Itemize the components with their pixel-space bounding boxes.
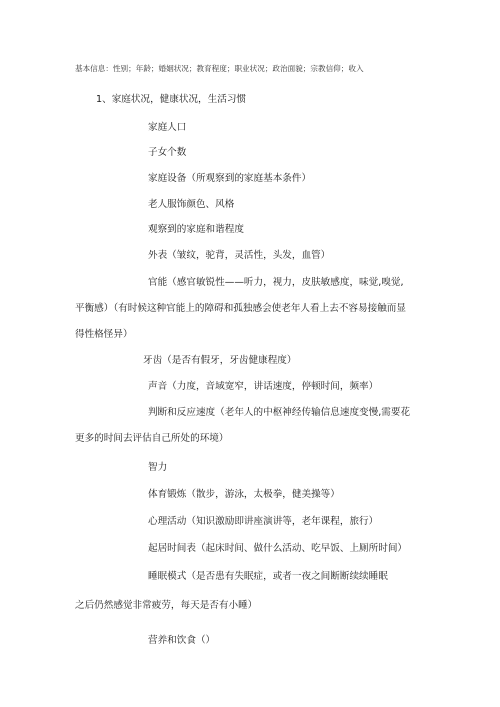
item-reaction-line-1: 判断和反应速度（老年人的中枢神经传输信息速度变慢,需要花 (148, 407, 411, 418)
item-exercise: 体育锻炼（散步，游泳，太极拳，健美操等） (148, 489, 340, 500)
section-heading: 1、家庭状况，健康状况，生活习惯 (96, 94, 247, 105)
item-teeth: 牙齿（是否有假牙，牙齿健康程度） (143, 355, 297, 366)
item-appearance: 外表（皱纹，驼背，灵活性，头发，血管） (148, 250, 331, 261)
item-household: 家庭人口 (148, 122, 187, 133)
item-children: 子女个数 (148, 147, 187, 158)
item-reaction-line-2: 更多的时间去评估自己所处的环境） (75, 433, 229, 444)
item-senses-line-1: 官能（感官敏锐性——听力，视力，皮肤敏感度，味觉,嗅觉, (148, 277, 404, 288)
item-intellect: 智力 (148, 462, 168, 473)
item-senses-line-2: 平衡感）（有时候这种官能上的障碍和孤独感会使老年人看上去不容易接触而显 (75, 303, 406, 314)
item-sleep-line-2: 之后仍然感觉非常疲劳，每天是否有小睡） (75, 600, 258, 611)
item-harmony: 观察到的家庭和谐程度 (148, 224, 244, 235)
item-schedule: 起居时间表（起床时间、做什么活动、吃早饭、上厕所时间） (148, 543, 408, 554)
item-sleep-line-1: 睡眠模式（是否患有失眠症，或者一夜之间断断续续睡眠 (148, 571, 388, 582)
item-voice: 声音（力度，音域宽窄，讲话速度，停顿时间，频率） (148, 381, 379, 392)
basic-info-line: 基本信息：性别；年龄；婚姻状况；教育程度；职业状况；政治面貌；宗教信仰；收入 (75, 64, 364, 73)
item-clothing: 老人服饰颜色、风格 (148, 199, 235, 210)
item-mental: 心理活动（知识激励即讲座演讲等，老年课程，旅行） (148, 516, 379, 527)
item-senses-line-3: 得性格怪异） (75, 329, 133, 340)
item-equipment: 家庭设备（所观察到的家庭基本条件） (148, 173, 312, 184)
item-nutrition: 营养和饮食（） (148, 635, 216, 646)
